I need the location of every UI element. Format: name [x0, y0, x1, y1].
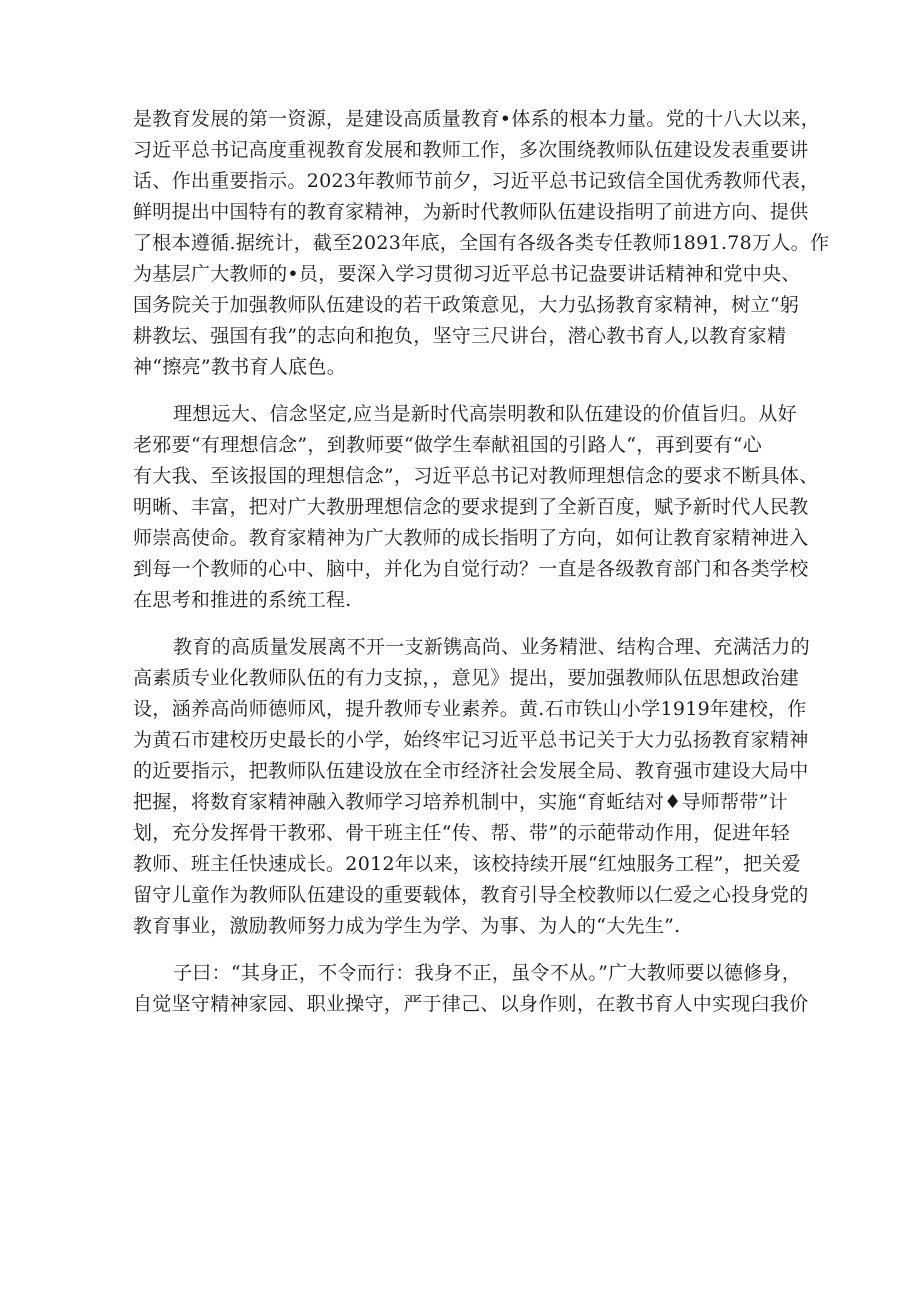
text-line: 习近平总书记高度重视教育发展和教师工作，多次围绕教师队伍建设发表重要讲 — [133, 139, 809, 161]
text-line: 到每一个教师的心中、脑中，并化为自觉行动？一直是各级教育部门和各类学校 — [133, 558, 809, 580]
text-line: 教育事业，激励教师努力成为学生为学、为事、为人的“大先生”. — [133, 915, 681, 937]
text-line: 教育的高质量发展离不开一支新镌高尚、业务精泄、结构合理、充满活力的 — [173, 636, 810, 658]
text-line: 有大我、至该报国的理想信念”，习近平总书记对教师理想信念的要求不断具体、 — [133, 465, 819, 487]
text-line: 耕教坛、强国有我”的志向和抱负，坚守三尺讲台，潜心教书育人,以教育家精 — [133, 325, 787, 347]
text-line: 自觉坚守精神家园、职业操守，严于律己、以身作则，在教书育人中实现臼我价 — [133, 993, 809, 1015]
text-line: 设，涵养高尚师德师风，提升教师专业素养。黄.石市铁山小学1919年建校，作 — [133, 698, 807, 720]
text-line: 为基层广大教师的•员，要深入学习贯彻习近平总书记盎要讲话精神和党中央、 — [133, 263, 801, 285]
paragraph-2 — [133, 399, 819, 616]
text-line: 了根本遵循.据统计，截至2023年底，全国有各级各类专任教师1891.78万人。作 — [133, 232, 830, 254]
text-line: 话、作出重要指示。2023年教师节前夕，习近平总书记致信全国优秀教师代表， — [133, 170, 820, 192]
text-line: 国务院关于加强教师队伍建设的若干政策意见，大力弘扬教育家精神，树立“躬 — [133, 294, 800, 316]
text-line: 理想远大、信念坚定,应当是新时代高崇明教和队伍建设的价值旨归。从好 — [173, 403, 797, 425]
text-line: 高素质专业化教师队伍的有力支掠，，意见》提出，要加强教师队伍思想政治建 — [133, 667, 800, 689]
text-line: 是教育发展的第一资源，是建设高质量教育•体系的根本力量。党的十八大以来， — [133, 108, 821, 130]
text-line: 教师、班主任快速成长。2012年以来，该校持续开展“红烛服务工程”，把关爱 — [133, 853, 801, 875]
text-line: 明晰、丰富，把对广大教册理想信念的要求提到了全新百度，赋予新时代人民教 — [133, 496, 809, 518]
text-line: 的近要指示，把教师队伍建设放在全市经济社会发展全局、教育强市建设大局中 — [133, 760, 809, 782]
paragraph-1 — [133, 104, 830, 383]
text-line: 师崇高使命。教育家精神为广大教师的成长指明了方向，如何让教育家精神进入 — [133, 527, 809, 549]
paragraph-3 — [133, 632, 810, 942]
paragraph-4 — [133, 958, 809, 1020]
text-line: 子曰：“其身正，不令而行：我身不正，虽令不从。”广大教师要以德修身， — [173, 962, 802, 984]
text-line: 老邪要“有理想信念”，到教师要“做学生奉献祖国的引路人“，再到要有“心 — [133, 434, 763, 456]
text-line: 鲜明提出中国特有的教育家精神，为新时代教师队伍建设指明了前进方向、提供 — [133, 201, 809, 223]
text-line: 在思考和推进的系统工程. — [133, 589, 352, 611]
document-page — [133, 104, 830, 1036]
text-line: 为黄石市建校历史最长的小学，始终牢记习近平总书记关于大力弘扬教育家精神 — [133, 729, 809, 751]
text-line: 神“擦亮”教书育人底色。 — [133, 356, 347, 378]
text-line: 把握，将数育家精神融入教师学习培养机制中，实施“育蚯结对♦导师帮带”计 — [133, 791, 788, 813]
text-line: 划，充分发挥骨干教邪、骨干班主任“传、帮、带”的示葩带动作用，促进年轻 — [133, 822, 790, 844]
text-line: 留守儿童作为教师队伍建设的重要载体，教育引导全校教师以仁爱之心投身党的 — [133, 884, 809, 906]
